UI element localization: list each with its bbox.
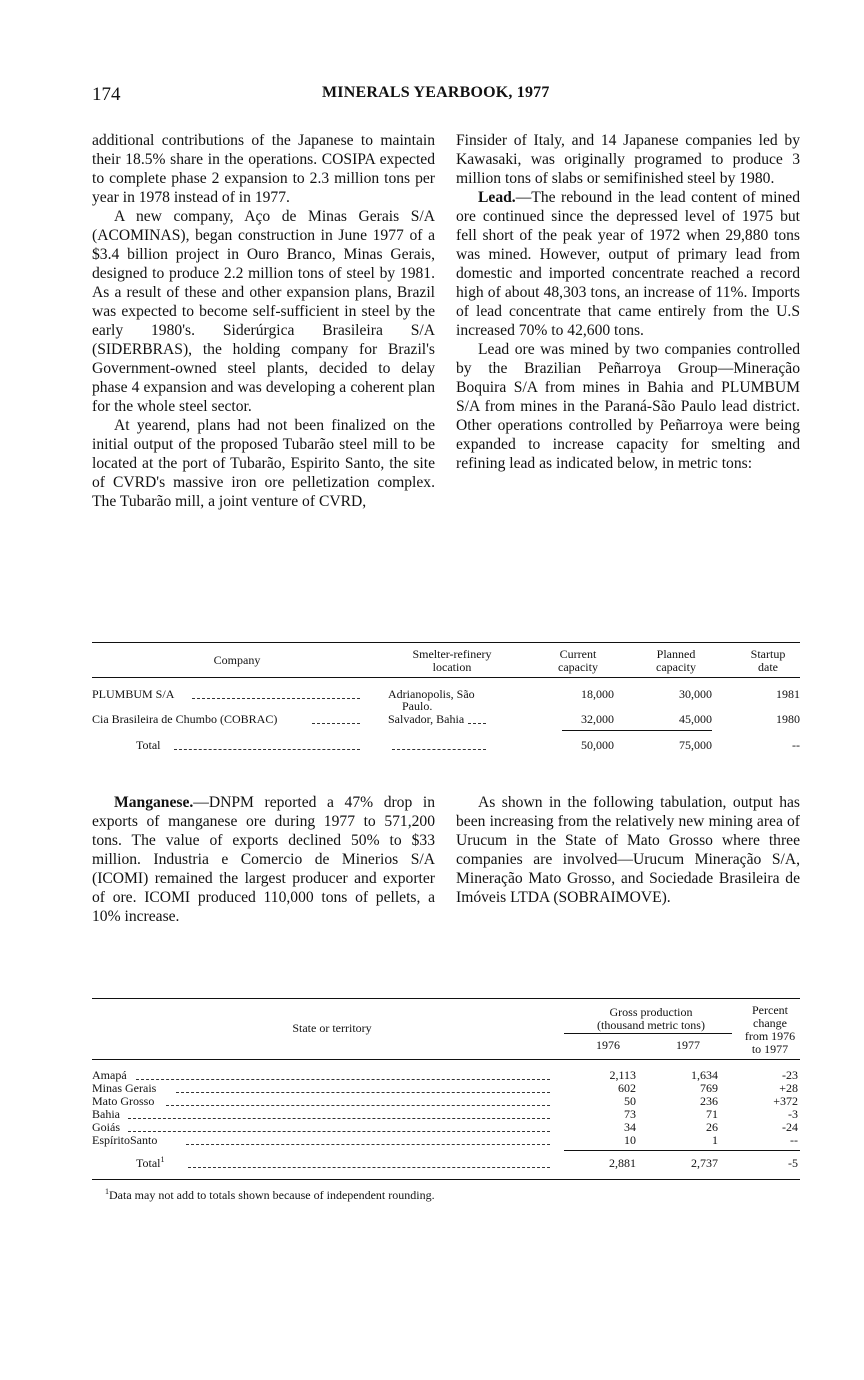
- col-header-planned-1: Planned: [656, 647, 696, 661]
- leader-dots: [166, 1105, 550, 1106]
- leader-dots: [136, 1079, 550, 1080]
- column-right-top: [456, 131, 800, 473]
- col-header-current-2: capacity: [558, 660, 598, 674]
- table-row-company: Cia Brasileira de Chumbo (COBRAC): [92, 712, 278, 726]
- table-row-1977: 1: [712, 1133, 718, 1147]
- table-row-planned: 30,000: [679, 687, 712, 701]
- table-footnote: [105, 1188, 435, 1203]
- table-total-startup: --: [792, 738, 800, 752]
- col-header-pct-2: change: [753, 1016, 787, 1030]
- table-row-state: Mato Grosso: [92, 1094, 155, 1108]
- total-label-text: Total: [136, 1156, 161, 1170]
- table-row-change: -24: [782, 1120, 798, 1134]
- leader-dots: [192, 698, 360, 699]
- leader-dots: [188, 1167, 550, 1168]
- paragraph-manganese: [92, 793, 435, 926]
- paragraph-text: —DNPM reported a 47% drop in exports of manganese ore during 1977 to 571,200 tons. The value of exports declined 50% to $33 million. Industria e Comercio de Minerios S/A (ICOMI) remained the largest producer and exporter of ore. ICOMI produced 110,000 tons of pellets, a 10% increase.: [92, 794, 435, 925]
- table-row-change: +372: [773, 1094, 798, 1108]
- col-header-location-1: Smelter-refinery: [412, 647, 492, 661]
- table-row-1977: 1,634: [691, 1068, 718, 1082]
- col-header-state: State or territory: [292, 1021, 372, 1035]
- table-row-state: Minas Gerais: [92, 1081, 157, 1095]
- paragraph-text: —The rebound in the lead content of mined ore continued since the depressed level of 1975 but fell short of the peak year of 1972 when 29,880 tons was mined. However, output of primary lead from domestic and imported concentrate reached a record high of about 48,303 tons, an increase of 11%. Imports of lead concentrate that came entirely from the U.S increased 70% to 42,600 tons.: [456, 189, 800, 339]
- table-bottom-rule: [92, 1179, 800, 1180]
- table-top-rule: [92, 998, 800, 999]
- total-sum-rule: [562, 730, 712, 731]
- table-total-label: [136, 1157, 165, 1170]
- table-row-1977: 71: [706, 1107, 718, 1121]
- table-row-state: Bahia: [92, 1107, 120, 1121]
- paragraph: additional contributions of the Japanese to maintain their 18.5% share in the operations. COSIPA expected to complete phase 2 expansion to 2.3 million tons per year in 1978 instead of in 1977.: [92, 132, 435, 206]
- page-number: 174: [92, 84, 121, 105]
- col-header-1977: 1977: [676, 1038, 700, 1052]
- col-header-startup-2: date: [758, 660, 778, 674]
- table-row-1976: 34: [624, 1120, 636, 1134]
- table-total-1976: 2,881: [609, 1156, 636, 1170]
- column-left-top: [92, 131, 435, 511]
- table-row-location: Adrianopolis, São: [388, 687, 475, 701]
- leader-dots: [312, 723, 360, 724]
- gross-header-rule: [564, 1033, 732, 1034]
- footnote-mark: 1: [160, 1155, 165, 1164]
- table-row-planned: 45,000: [679, 712, 712, 726]
- column-right-bottom: [456, 793, 800, 907]
- col-header-planned-2: capacity: [656, 660, 696, 674]
- col-header-pct-3: from 1976: [744, 1029, 796, 1043]
- leader-dots: [128, 1118, 550, 1119]
- table-row-current: 18,000: [581, 687, 614, 701]
- col-header-gross-2: (thousand metric tons): [597, 1018, 705, 1032]
- col-header-gross-1: Gross production: [609, 1005, 693, 1019]
- paragraph: At yearend, plans had not been finalized on the initial output of the proposed Tubarão steel mill to be located at the port of Tubarão, Espirito Santo, the site of CVRD's massive iron ore pelletization complex. The Tubarão mill, a joint venture of CVRD,: [92, 417, 435, 510]
- leader-dots: [186, 1144, 550, 1145]
- footnote-mark: 1: [105, 1187, 109, 1196]
- table-row-1976: 10: [624, 1133, 636, 1147]
- table-row-change: --: [790, 1133, 798, 1147]
- col-header-startup-1: Startup: [750, 647, 786, 661]
- table-row-change: +28: [779, 1081, 798, 1095]
- column-left-bottom: [92, 793, 435, 926]
- table-row-state: Goiás: [92, 1120, 120, 1134]
- leader-dots: [128, 1131, 550, 1132]
- total-sum-rule: [564, 1150, 800, 1151]
- col-header-pct-1: Percent: [752, 1003, 788, 1017]
- table-row-state: Amapá: [92, 1068, 127, 1082]
- table-total-1977: 2,737: [691, 1156, 718, 1170]
- table-total-planned: 75,000: [679, 738, 712, 752]
- leader-dots: [176, 1092, 550, 1093]
- table-row-1977: 26: [706, 1120, 718, 1134]
- running-title: MINERALS YEARBOOK, 1977: [322, 84, 550, 101]
- table-row-change: -3: [788, 1107, 798, 1121]
- col-header-1976: 1976: [596, 1038, 620, 1052]
- table-row-change: -23: [782, 1068, 798, 1082]
- leader-dots: [174, 749, 360, 750]
- table-row-1976: 2,113: [609, 1068, 636, 1082]
- col-header-location-2: location: [432, 660, 472, 674]
- table-row-location-cont: Paulo.: [402, 699, 433, 713]
- paragraph: Finsider of Italy, and 14 Japanese companies led by Kawasaki, was originally programed to produce 3 million tons of slabs or semifinished steel by 1980.: [456, 132, 800, 187]
- table-row-1976: 50: [624, 1094, 636, 1108]
- paragraph-lead: [456, 188, 800, 340]
- table-row-1977: 769: [700, 1081, 718, 1095]
- page-header: [92, 84, 800, 106]
- paragraph: As shown in the following tabulation, output has been increasing from the relatively new mining area of Urucum in the State of Mato Grosso where three companies are involved—Urucum Mineração S/A, Mineração Mato Grosso, and Sociedade Brasileira de Imóveis LTDA (SOBRAIMOVE).: [456, 794, 800, 906]
- table-total-label: Total: [136, 738, 161, 752]
- col-header-pct-4: to 1977: [751, 1042, 789, 1056]
- table-total-current: 50,000: [581, 738, 614, 752]
- table-row-startup: 1980: [776, 712, 800, 726]
- table-row-company: PLUMBUM S/A: [92, 687, 175, 701]
- paragraph: A new company, Aço de Minas Gerais S/A (ACOMINAS), began construction in June 1977 of a $3.4 billion project in Ouro Branco, Minas Gerais, designed to produce 2.2 million tons of steel by 1981. As a result of these and other expansion plans, Brazil was expected to become self-sufficient in steel by the early 1980's. Siderúrgica Brasileira S/A (SIDERBRAS), the holding company for Brazil's Government-owned steel plants, decided to delay phase 4 expansion and was developing a coherent plan for the whole steel sector.: [92, 208, 435, 415]
- table-row-state: EspíritoSanto: [92, 1133, 158, 1147]
- table-row-location: Salvador, Bahia: [388, 712, 465, 726]
- table-top-rule: [92, 642, 800, 643]
- section-heading-lead: Lead.: [478, 189, 516, 206]
- table-row-1976: 602: [618, 1081, 636, 1095]
- leader-dots: [392, 749, 486, 750]
- col-header-company: Company: [213, 653, 261, 667]
- footnote-text: Data may not add to totals shown because of independent rounding.: [109, 1188, 435, 1202]
- table-header-rule: [92, 677, 800, 678]
- section-heading-manganese: Manganese.: [114, 794, 194, 811]
- table-row-startup: 1981: [776, 687, 800, 701]
- table-row-1976: 73: [624, 1107, 636, 1121]
- table-row-1977: 236: [700, 1094, 718, 1108]
- table-row-current: 32,000: [581, 712, 614, 726]
- leader-dots: [468, 723, 486, 724]
- table-header-rule: [92, 1059, 800, 1060]
- table-total-change: -5: [788, 1156, 798, 1170]
- col-header-current-1: Current: [559, 647, 597, 661]
- paragraph: Lead ore was mined by two companies controlled by the Brazilian Peñarroya Group—Mineração Boquira S/A from mines in Bahia and PLUMBUM S/A from mines in the Paraná-São Paulo lead district. Other operations controlled by Peñarroya were being expanded to increase capacity for smelting and refining lead as indicated below, in metric tons:: [456, 341, 800, 472]
